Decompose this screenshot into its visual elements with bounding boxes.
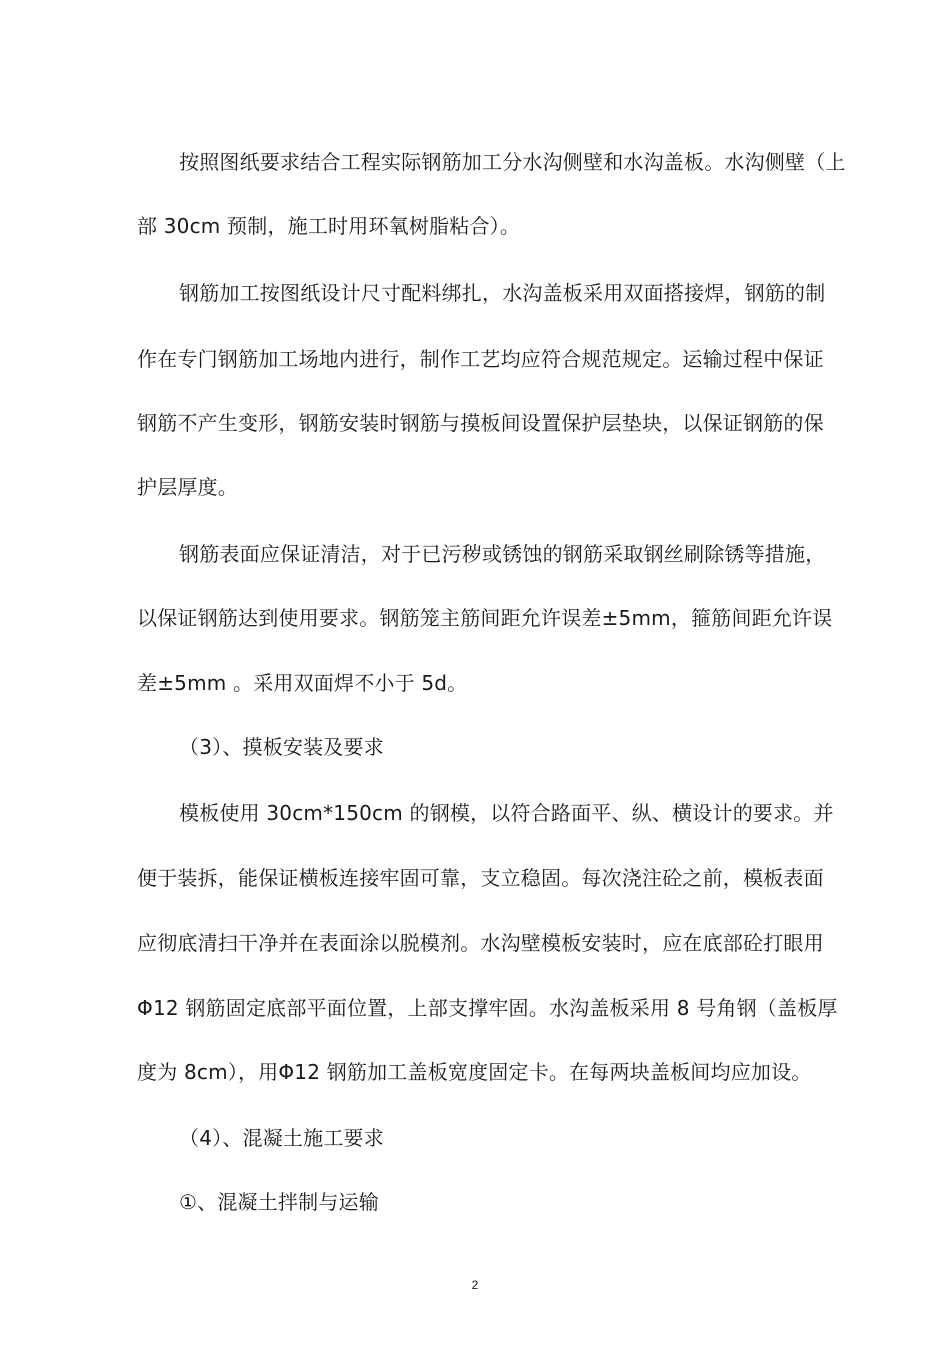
paragraph-2-line-2: 作在专门钢筋加工场地内进行，制作工艺均应符合规范规定。运输过程中保证: [137, 347, 824, 371]
paragraph-3-line-2: 以保证钢筋达到使用要求。钢筋笼主筋间距允许误差±5mm，箍筋间距允许误: [137, 606, 833, 630]
page-number: 2: [471, 1278, 479, 1292]
paragraph-3-line-3: 差±5mm 。采用双面焊不小于 5d。: [137, 671, 468, 695]
paragraph-2-line-1: 钢筋加工按图纸设计尺寸配料绑扎，水沟盖板采用双面搭接焊，钢筋的制: [179, 281, 826, 305]
paragraph-4-line-2: 便于装拆，能保证横板连接牢固可靠，支立稳固。每次浇注砼之前，模板表面: [137, 866, 824, 890]
paragraph-4-line-1: 模板使用 30cm*150cm 的钢模，以符合路面平、纵、横设计的要求。并: [179, 801, 834, 825]
paragraph-4-line-3: 应彻底清扫干净并在表面涂以脱模剂。水沟壁模板安装时，应在底部砼打眼用: [137, 931, 824, 955]
paragraph-1-line-2: 部 30cm 预制，施工时用环氧树脂粘合）。: [137, 214, 521, 238]
paragraph-2-line-4: 护层厚度。: [137, 475, 238, 499]
section-heading-4: （4）、混凝土施工要求: [179, 1126, 384, 1150]
paragraph-1-line-1: 按照图纸要求结合工程实际钢筋加工分水沟侧壁和水沟盖板。水沟侧壁（上: [179, 150, 846, 174]
paragraph-3-line-1: 钢筋表面应保证清洁，对于已污秽或锈蚀的钢筋采取钢丝刷除锈等措施，: [179, 542, 826, 566]
section-heading-3: （3）、摸板安装及要求: [179, 735, 384, 759]
subsection-heading-1: ①、混凝土拌制与运输: [179, 1190, 379, 1214]
paragraph-4-line-4: Φ12 钢筋固定底部平面位置，上部支撑牢固。水沟盖板采用 8 号角钢（盖板厚: [137, 996, 838, 1020]
paragraph-4-line-5: 度为 8cm），用Φ12 钢筋加工盖板宽度固定卡。在每两块盖板间均应加设。: [137, 1060, 812, 1084]
paragraph-2-line-3: 钢筋不产生变形，钢筋安装时钢筋与摸板间设置保护层垫块，以保证钢筋的保: [137, 411, 824, 435]
